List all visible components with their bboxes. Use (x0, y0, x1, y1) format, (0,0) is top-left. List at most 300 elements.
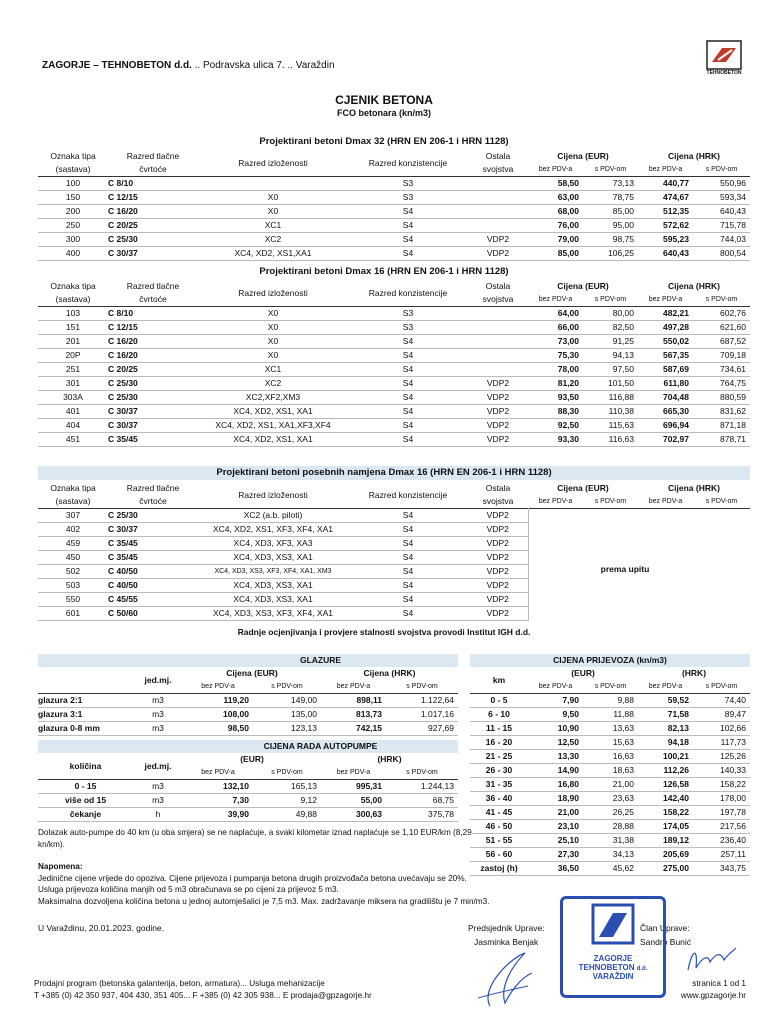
ostala-cell: VDP2 (468, 565, 528, 579)
eur-bez-cell: 23,10 (528, 820, 583, 834)
hrk-bez-cell: 482,21 (638, 307, 693, 321)
col-konzistencija: Razred konzistencije (368, 287, 448, 298)
col-eur: Cijena (EUR) (557, 151, 609, 161)
hrk-s-cell: 687,52 (693, 335, 750, 349)
table-row (38, 247, 750, 261)
autopumpa-eur-bez: bez PDV-a (201, 769, 235, 776)
glazure-eur: Cijena (EUR) (226, 668, 278, 678)
eur-s-cell: 85,00 (583, 205, 638, 219)
table-row (38, 335, 750, 349)
ostala-cell: VDP2 (468, 247, 528, 261)
section2-title: Projektirani betoni Dmax 16 (HRN EN 206-1 i HRN 1128) (259, 266, 509, 277)
eur-s-cell: 31,38 (583, 834, 638, 848)
col-eur-bez: bez PDV-a (538, 498, 573, 505)
razred-cell: C 12/15 (108, 191, 198, 205)
konzistencija-cell: S4 (348, 509, 468, 523)
table-row (470, 750, 750, 764)
prijevoz-eur-bez: bez PDV-a (538, 683, 573, 690)
eur-s-cell: 91,25 (583, 335, 638, 349)
km-cell: 26 - 30 (470, 764, 528, 778)
col-izlozenost: Razred izloženosti (238, 157, 308, 168)
eur-s-cell: 94,13 (583, 349, 638, 363)
eur-s-cell: 116,88 (583, 391, 638, 405)
hrk-bez-cell: 813,73 (321, 708, 386, 722)
ostala-cell: VDP2 (468, 391, 528, 405)
table-row (38, 593, 750, 607)
section2-table (38, 280, 750, 447)
table-row (470, 820, 750, 834)
eur-s-cell: 116,63 (583, 433, 638, 447)
price-blank-cell (528, 551, 750, 565)
eur-bez-cell: 27,30 (528, 848, 583, 862)
col-eur-bez: bez PDV-a (538, 166, 573, 173)
km-cell: zastoj (h) (470, 862, 528, 876)
konzistencija-cell: S4 (348, 593, 468, 607)
eur-s-cell: 26,25 (583, 806, 638, 820)
prijevoz-table (470, 654, 750, 876)
izlozenost-cell: XC2 (198, 377, 348, 391)
km-cell: 11 - 15 (470, 722, 528, 736)
km-cell: 0 - 5 (470, 694, 528, 708)
oznaka-cell: 100 (38, 177, 108, 191)
ostala-cell: VDP2 (468, 579, 528, 593)
eur-bez-cell: 85,00 (528, 247, 583, 261)
eur-bez-cell: 76,00 (528, 219, 583, 233)
razred-cell: C 25/30 (108, 391, 198, 405)
prijevoz-hrk: (HRK) (681, 668, 707, 678)
razred-cell: C 35/45 (108, 433, 198, 447)
hrk-bez-cell: 189,12 (638, 834, 693, 848)
razred-cell: C 16/20 (108, 335, 198, 349)
eur-bez-cell: 7,30 (183, 794, 253, 808)
hrk-s-cell: 550,96 (693, 177, 750, 191)
section3-table (38, 482, 750, 621)
konzistencija-cell: S4 (348, 579, 468, 593)
oznaka-cell: 301 (38, 377, 108, 391)
eur-s-cell: 16,63 (583, 750, 638, 764)
ostala-cell: VDP2 (468, 551, 528, 565)
ostala-cell (468, 219, 528, 233)
autopumpa-eur: (EUR) (240, 754, 264, 764)
col-hrk-bez: bez PDV-a (648, 166, 683, 173)
konzistencija-cell: S4 (348, 247, 468, 261)
oznaka-cell: 503 (38, 579, 108, 593)
razred-cell: C 30/37 (108, 247, 198, 261)
col-hrk-bez: bez PDV-a (648, 498, 683, 505)
konzistencija-cell: S4 (348, 405, 468, 419)
km-cell: 31 - 35 (470, 778, 528, 792)
konzistencija-cell: S4 (348, 565, 468, 579)
hrk-bez-cell: 275,00 (638, 862, 693, 876)
hrk-bez-cell: 55,00 (321, 794, 386, 808)
col-razred: Razred tlačne (126, 483, 180, 493)
col-eur: Cijena (EUR) (557, 483, 609, 493)
prijevoz-eur-s: s PDV-om (594, 683, 627, 690)
company-address: .. Podravska ulica 7. .. Varaždin (194, 60, 335, 71)
footer-line2: T +385 (0) 42 350 937, 404 430, 351 405... F +385 (0) 42 305 938... E prodaja@gpzagorje.hr (34, 991, 372, 1000)
table-row (38, 708, 458, 722)
table-row (38, 191, 750, 205)
hrk-s-cell: 375,78 (386, 808, 458, 822)
hrk-s-cell: 744,03 (693, 233, 750, 247)
unit-cell: m3 (133, 794, 183, 808)
table-row (38, 694, 458, 708)
hrk-bez-cell: 158,22 (638, 806, 693, 820)
oznaka-cell: 20P (38, 349, 108, 363)
col-razred-sub: čvrtoće (139, 294, 167, 304)
predsjednik-name: Jasminka Benjak (474, 937, 539, 947)
hrk-bez-cell: 59,52 (638, 694, 693, 708)
hrk-s-cell: 878,71 (693, 433, 750, 447)
hrk-s-cell: 831,62 (693, 405, 750, 419)
hrk-bez-cell: 898,11 (321, 694, 386, 708)
eur-bez-cell: 21,00 (528, 806, 583, 820)
konzistencija-cell: S3 (348, 191, 468, 205)
razred-cell: C 40/50 (108, 565, 198, 579)
stamp-line3: VARAŽDIN (592, 972, 634, 981)
eur-s-cell: 82,50 (583, 321, 638, 335)
price-blank-cell (528, 579, 750, 593)
hrk-bez-cell: 300,63 (321, 808, 386, 822)
hrk-bez-cell: 142,40 (638, 792, 693, 806)
glazure-table (38, 654, 458, 736)
konzistencija-cell: S4 (348, 551, 468, 565)
section3-title: Projektirani betoni posebnih namjena Dmax 16 (HRN EN 206-1 i HRN 1128) (216, 467, 552, 478)
hrk-s-cell: 217,56 (693, 820, 750, 834)
autopumpa-jedmj: jed.mj. (144, 760, 172, 771)
glazure-eur-s: s PDV-om (271, 683, 303, 690)
km-cell: 21 - 25 (470, 750, 528, 764)
autopumpa-hrk-bez: bez PDV-a (336, 769, 371, 776)
table-row (38, 579, 750, 593)
footer-web: www.gpzagorje.hr (680, 991, 746, 1000)
hrk-s-cell: 734,61 (693, 363, 750, 377)
price-blank-cell (528, 593, 750, 607)
stamp-suffix: d.d. (636, 966, 648, 972)
ostala-cell (468, 335, 528, 349)
oznaka-cell: 459 (38, 537, 108, 551)
eur-s-cell: 21,00 (583, 778, 638, 792)
autopumpa-eur-s: s PDV-om (271, 769, 303, 776)
table-row (470, 778, 750, 792)
izlozenost-cell: XC1 (198, 363, 348, 377)
price-blank-cell (528, 523, 750, 537)
hrk-bez-cell: 696,94 (638, 419, 693, 433)
hrk-s-cell: 74,40 (693, 694, 750, 708)
prijevoz-km: km (492, 674, 506, 685)
autopumpa-table (38, 740, 458, 822)
eur-s-cell: 11,88 (583, 708, 638, 722)
km-cell: 41 - 45 (470, 806, 528, 820)
col-ostala: Ostala (485, 483, 511, 493)
price-blank-cell (528, 607, 750, 621)
izlozenost-cell: XC4, XD3, XS3, XF3, XF4, XA1, XM3 (198, 565, 348, 579)
razred-cell: C 20/25 (108, 219, 198, 233)
izlozenost-cell: XC4, XD3, XS3, XA1 (198, 579, 348, 593)
table-row (38, 433, 750, 447)
eur-bez-cell: 73,00 (528, 335, 583, 349)
hrk-s-cell: 236,40 (693, 834, 750, 848)
izlozenost-cell: XC4, XD2, XS1, XF3, XF4, XA1 (198, 523, 348, 537)
km-cell: 16 - 20 (470, 736, 528, 750)
hrk-s-cell: 764,75 (693, 377, 750, 391)
hrk-s-cell: 709,18 (693, 349, 750, 363)
eur-bez-cell: 132,10 (183, 780, 253, 794)
hrk-s-cell: 343,75 (693, 862, 750, 876)
col-oznaka: Oznaka tipa (50, 151, 96, 161)
col-izlozenost: Razred izloženosti (238, 287, 308, 298)
oznaka-cell: 401 (38, 405, 108, 419)
unit-cell: m3 (133, 708, 183, 722)
hrk-s-cell: 125,26 (693, 750, 750, 764)
izlozenost-cell: XC4, XD2, XS1, XA1 (198, 433, 348, 447)
eur-s-cell: 97,50 (583, 363, 638, 377)
hrk-s-cell: 602,76 (693, 307, 750, 321)
konzistencija-cell: S4 (348, 419, 468, 433)
clan-signature (680, 940, 740, 976)
hrk-bez-cell: 205,69 (638, 848, 693, 862)
table-row (470, 694, 750, 708)
ostala-cell (468, 363, 528, 377)
eur-bez-cell: 16,80 (528, 778, 583, 792)
eur-bez-cell: 81,20 (528, 377, 583, 391)
hrk-bez-cell: 567,35 (638, 349, 693, 363)
ostala-cell: VDP2 (468, 419, 528, 433)
unit-cell: m3 (133, 694, 183, 708)
autopumpa-hrk: (HRK) (377, 754, 402, 764)
izlozenost-cell: XC2 (198, 233, 348, 247)
hrk-s-cell: 89,47 (693, 708, 750, 722)
col-hrk: Cijena (HRK) (668, 151, 720, 161)
table-row (38, 377, 750, 391)
eur-s-cell: 13,63 (583, 722, 638, 736)
col-oznaka: Oznaka tipa (50, 483, 96, 493)
col-konzistencija: Razred konzistencije (368, 489, 448, 500)
eur-bez-cell: 13,30 (528, 750, 583, 764)
glazure-rows (38, 694, 458, 736)
hrk-bez-cell: 440,77 (638, 177, 693, 191)
razred-cell: C 25/30 (108, 233, 198, 247)
table-row (470, 764, 750, 778)
company-name: ZAGORJE – TEHNOBETON (42, 60, 172, 71)
table-row (38, 537, 750, 551)
ostala-cell: VDP2 (468, 433, 528, 447)
hrk-s-cell: 1.122,64 (386, 694, 458, 708)
eur-s-cell: 98,75 (583, 233, 638, 247)
glazure-hrk-s: s PDV-om (406, 683, 438, 690)
hrk-s-cell: 68,75 (386, 794, 458, 808)
letterhead (42, 60, 335, 71)
col-izlozenost: Razred izloženosti (238, 489, 308, 500)
table-row (38, 551, 750, 565)
company-suffix: d.d. (174, 60, 192, 71)
eur-bez-cell: 68,00 (528, 205, 583, 219)
eur-s-cell: 95,00 (583, 219, 638, 233)
footer-line1: Prodajni program (betonska galanterija, beton, armatura)... Usluga mehanizacije (34, 979, 325, 988)
col-hrk-bez: bez PDV-a (648, 296, 683, 303)
prijevoz-hrk-bez: bez PDV-a (648, 683, 683, 690)
col-oznaka-sub: (sastava) (55, 294, 91, 304)
glazure-title: GLAZURE (299, 655, 342, 665)
oznaka-cell: 150 (38, 191, 108, 205)
table-row (38, 349, 750, 363)
izlozenost-cell: XC4, XD3, XS3, XF3, XF4, XA1 (198, 607, 348, 621)
ostala-cell: VDP2 (468, 377, 528, 391)
hrk-bez-cell: 126,58 (638, 778, 693, 792)
eur-bez-cell: 88,30 (528, 405, 583, 419)
stamp-line1: ZAGORJE (593, 954, 633, 963)
col-oznaka-sub: (sastava) (55, 496, 91, 506)
razred-cell: C 30/37 (108, 419, 198, 433)
izlozenost-cell: X0 (198, 191, 348, 205)
col-hrk: Cijena (HRK) (668, 281, 720, 291)
autopumpa-kolicina: količina (69, 760, 102, 771)
col-razred-sub: čvrtoće (139, 164, 167, 174)
col-hrk-s: s PDV-om (705, 166, 738, 173)
section1-rows (38, 177, 750, 261)
glazure-hrk: Cijena (HRK) (363, 668, 416, 678)
izlozenost-cell: X0 (198, 205, 348, 219)
table-row (470, 722, 750, 736)
hrk-bez-cell: 550,02 (638, 335, 693, 349)
hrk-bez-cell: 640,43 (638, 247, 693, 261)
ostala-cell: VDP2 (468, 537, 528, 551)
konzistencija-cell: S4 (348, 391, 468, 405)
ostala-cell: VDP2 (468, 233, 528, 247)
hrk-s-cell: 871,18 (693, 419, 750, 433)
konzistencija-cell: S4 (348, 349, 468, 363)
section1-table (38, 150, 750, 261)
eur-s-cell: 149,00 (253, 694, 321, 708)
col-hrk-s: s PDV-om (705, 498, 738, 505)
izlozenost-cell: XC4, XD2, XS1,XA1 (198, 247, 348, 261)
eur-bez-cell: 108,00 (183, 708, 253, 722)
eur-s-cell: 9,12 (253, 794, 321, 808)
konzistencija-cell: S3 (348, 321, 468, 335)
razred-cell: C 8/10 (108, 307, 198, 321)
col-hrk: Cijena (HRK) (668, 483, 720, 493)
hrk-bez-cell: 71,58 (638, 708, 693, 722)
eur-s-cell: 34,13 (583, 848, 638, 862)
col-razred: Razred tlačne (126, 151, 180, 161)
konzistencija-cell: S4 (348, 219, 468, 233)
izlozenost-cell: XC2 (a.b. piloti) (198, 509, 348, 523)
eur-s-cell: 110,38 (583, 405, 638, 419)
table-row (38, 419, 750, 433)
table-row (470, 834, 750, 848)
eur-bez-cell: 66,00 (528, 321, 583, 335)
section2-rows (38, 307, 750, 447)
hrk-s-cell: 715,78 (693, 219, 750, 233)
eur-bez-cell: 63,00 (528, 191, 583, 205)
km-cell: 36 - 40 (470, 792, 528, 806)
col-eur-s: s PDV-om (594, 296, 627, 303)
col-eur-bez: bez PDV-a (538, 296, 573, 303)
hrk-s-cell: 640,43 (693, 205, 750, 219)
hrk-bez-cell: 174,05 (638, 820, 693, 834)
km-cell: 56 - 60 (470, 848, 528, 862)
col-hrk-s: s PDV-om (705, 296, 738, 303)
table-row (38, 307, 750, 321)
km-cell: 6 - 10 (470, 708, 528, 722)
hrk-s-cell: 102,66 (693, 722, 750, 736)
razred-cell: C 35/45 (108, 537, 198, 551)
konzistencija-cell: S4 (348, 363, 468, 377)
eur-s-cell: 135,00 (253, 708, 321, 722)
table-row (38, 321, 750, 335)
price-blank-cell (528, 537, 750, 551)
razred-cell: C 50/60 (108, 607, 198, 621)
izlozenost-cell (198, 177, 348, 191)
clan-label: Član Uprave: (640, 923, 690, 933)
izlozenost-cell: XC2,XF2,XM3 (198, 391, 348, 405)
oznaka-cell: 502 (38, 565, 108, 579)
pump-note: Dolazak auto-pumpe do 40 km (u oba smjera) se ne naplaćuje, a svaki kilometar iznad naplaćuje se 1,10 EUR/km (8,29 kn/km). (38, 828, 472, 849)
eur-bez-cell: 64,00 (528, 307, 583, 321)
hrk-bez-cell: 572,62 (638, 219, 693, 233)
prema-upitu-label: prema upitu (600, 564, 650, 574)
glazure-jedmj: jed.mj. (144, 674, 172, 685)
km-cell: 51 - 55 (470, 834, 528, 848)
label-cell: čekanje (38, 808, 133, 822)
hrk-s-cell: 593,34 (693, 191, 750, 205)
hrk-s-cell: 621,60 (693, 321, 750, 335)
konzistencija-cell: S4 (348, 205, 468, 219)
hrk-s-cell: 140,33 (693, 764, 750, 778)
hrk-bez-cell: 595,23 (638, 233, 693, 247)
eur-s-cell: 78,75 (583, 191, 638, 205)
col-ostala: Ostala (485, 281, 511, 291)
izlozenost-cell: X0 (198, 321, 348, 335)
eur-s-cell: 123,13 (253, 722, 321, 736)
ostala-cell (468, 177, 528, 191)
oznaka-cell: 451 (38, 433, 108, 447)
oznaka-cell: 151 (38, 321, 108, 335)
eur-s-cell: 18,63 (583, 764, 638, 778)
autopumpa-title: CIJENA RADA AUTOPUMPE (263, 741, 378, 751)
razred-cell: C 8/10 (108, 177, 198, 191)
unit-cell: m3 (133, 780, 183, 794)
hrk-bez-cell: 742,15 (321, 722, 386, 736)
eur-bez-cell: 78,00 (528, 363, 583, 377)
konzistencija-cell: S3 (348, 177, 468, 191)
eur-bez-cell: 12,50 (528, 736, 583, 750)
napomena-title: Napomena: (38, 862, 83, 871)
section1-title: Projektirani betoni Dmax 32 (HRN EN 206-1 i HRN 1128) (259, 136, 509, 147)
oznaka-cell: 550 (38, 593, 108, 607)
razred-cell: C 16/20 (108, 205, 198, 219)
eur-bez-cell: 75,30 (528, 349, 583, 363)
table-row (470, 708, 750, 722)
oznaka-cell: 200 (38, 205, 108, 219)
konzistencija-cell: S4 (348, 377, 468, 391)
eur-s-cell: 165,13 (253, 780, 321, 794)
oznaka-cell: 601 (38, 607, 108, 621)
stamp-logo (563, 899, 663, 949)
izlozenost-cell: XC4, XD3, XS3, XA1 (198, 551, 348, 565)
razred-cell: C 16/20 (108, 349, 198, 363)
hrk-s-cell: 117,73 (693, 736, 750, 750)
col-konzistencija: Razred konzistencije (368, 157, 448, 168)
table-row (38, 405, 750, 419)
hrk-bez-cell: 100,21 (638, 750, 693, 764)
page-title: CJENIK BETONA (335, 93, 433, 107)
eur-bez-cell: 58,50 (528, 177, 583, 191)
eur-bez-cell: 9,50 (528, 708, 583, 722)
razred-cell: C 12/15 (108, 321, 198, 335)
label-cell: glazura 3:1 (38, 708, 133, 722)
razred-cell: C 25/30 (108, 509, 198, 523)
